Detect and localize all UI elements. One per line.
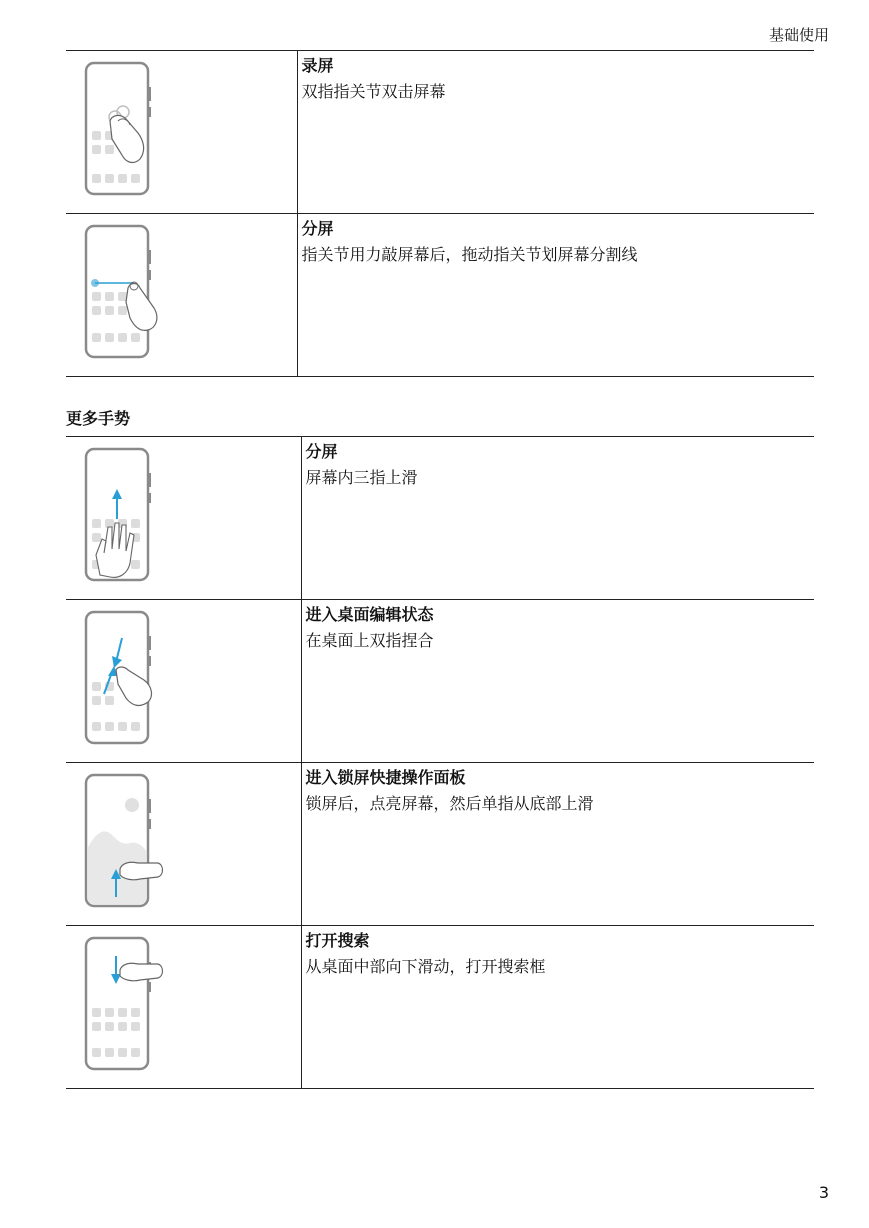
table-row — [66, 51, 814, 214]
gesture-title: 进入桌面编辑状态 — [305, 605, 434, 624]
description-cell — [301, 600, 814, 763]
gesture-table-more — [66, 436, 814, 1089]
gesture-table-knuckle — [66, 50, 814, 377]
gesture-title: 分屏 — [301, 219, 334, 238]
description-cell — [301, 926, 814, 1089]
phone-swipe-down-search-icon — [82, 934, 172, 1082]
gesture-description: 锁屏后，点亮屏幕，然后单指从底部上滑 — [305, 794, 594, 813]
table-row — [66, 600, 814, 763]
phone-pinch-icon — [82, 608, 172, 756]
phone-knuckle-split-line-icon — [82, 222, 172, 370]
table-row — [66, 214, 814, 377]
gesture-description: 从桌面中部向下滑动，打开搜索框 — [305, 957, 546, 976]
section-heading: 更多手势 — [66, 409, 131, 428]
description-cell — [297, 51, 814, 214]
table-row — [66, 763, 814, 926]
illustration-cell — [66, 600, 301, 763]
description-cell — [301, 763, 814, 926]
description-cell — [301, 437, 814, 600]
illustration-cell — [66, 51, 297, 214]
phone-knuckle-double-tap-icon — [82, 59, 172, 207]
gesture-description: 指关节用力敲屏幕后，拖动指关节划屏幕分割线 — [301, 245, 638, 264]
phone-three-finger-swipe-up-icon — [82, 445, 172, 593]
page-number: 3 — [818, 1183, 829, 1202]
illustration-cell — [66, 763, 301, 926]
gesture-title: 打开搜索 — [305, 931, 370, 950]
table-row — [66, 437, 814, 600]
running-header: 基础使用 — [768, 26, 829, 44]
gesture-title: 录屏 — [301, 56, 334, 75]
phone-lock-swipe-up-icon — [82, 771, 172, 919]
gesture-title: 进入锁屏快捷操作面板 — [305, 768, 466, 787]
gesture-description: 屏幕内三指上滑 — [305, 468, 418, 487]
illustration-cell — [66, 926, 301, 1089]
illustration-cell — [66, 437, 301, 600]
table-row — [66, 926, 814, 1089]
illustration-cell — [66, 214, 297, 377]
gesture-description: 在桌面上双指捏合 — [305, 631, 434, 650]
gesture-description: 双指指关节双击屏幕 — [301, 82, 446, 101]
description-cell — [297, 214, 814, 377]
gesture-title: 分屏 — [305, 442, 338, 461]
